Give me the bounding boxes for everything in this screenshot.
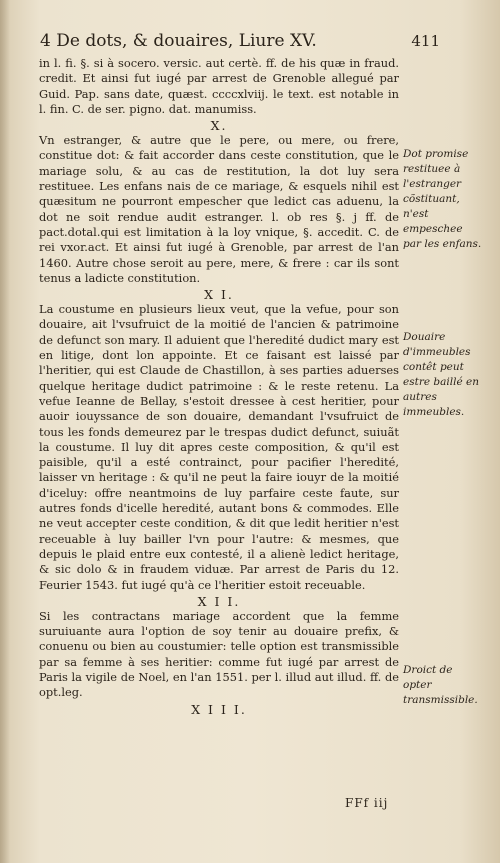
margin-note-10: Dot promise restituee à l'estranger cõstituant, n'est empeschee par les enfans. — [403, 148, 482, 250]
continuation-paragraph: in l. fi. §. si à socero. versic. aut certè. ff. de his quæ in fraud. credit. Et ainsi fut iugé par arrest de Grenoble allegué par Guid. Pap. sans date, quæst. ccccxlviij. le text. est notable in l. fin. C. de ser. pigno. dat. manumiss. — [39, 56, 399, 116]
section-10-text: Vn estranger, & autre que le pere, ou mere, ou frere, constitue dot: & fait accorder dans ceste constitution, que le mariage solu, & au cas de restitution, la dot luy sera restituee. Les enfans nais de ce mariage, & esquels nihil est quæsitum ne pourront empescher que ledict cas aduenu, la dot ne soit rendue audit estranger. l. ob res §. j ff. de pact.dotal.qui est limitation à la loy vnique, §. accedit. C. de rei vxor.act. Et ainsi fut iugé à Grenoble, par arrest de l'an 1460. Autre chose seroit au pere, mere, & frere : car ils sont tenus a ladicte constitution. — [39, 133, 399, 285]
section-heading-13: X I I I. — [191, 701, 247, 717]
running-header — [40, 30, 440, 52]
section-heading-11: X I. — [204, 287, 234, 303]
section-12-text: Si les contractans mariage accordent que la femme suruiuante aura l'option de soy tenir au douaire prefix, & conuenu ou bien au coustumier: telle option est transmissible par sa femme à ses heritier: comme fut iugé par arrest de Paris la vigile de Noel, en l'an 1551. per l. illud aut illud. ff. de opt.leg. — [39, 608, 399, 700]
section-11-text: La coustume en plusieurs lieux veut, que la vefue, pour son douaire, ait l'vsufruict de la moitié de l'ancien & patrimoine de defunct son mary. Il aduient que l'heredité dudict mary est en litige, dont lon appointe. Et ce faisant est laissé par l'heritier, qui est Claude de Chastillon, à ses parties aduerses quelque heritage dudict patrimoine : & le reste retenu. La vefue Ieanne de Bellay, s'estoit dressee à cest heritier, pour auoir iouyssance de son douaire, demandant l'vsufruict de tous les fonds demeurez par le trespas dudict defunct, suiuãt la coustume. Il luy dit apres ceste composition, & qu'il est paisible, qu'il a esté contrainct, pour pacifier l'heredité, laisser vn heritage : & qu'il ne peut la faire iouyr de la moitié d'iceluy: offre neantmoins de luy parfaire ceste faute, sur autres fonds d'icelle heredité, autant bons & commodes. Elle ne veut accepter ceste condition, & dit que ledit heritier n'est receuable à luy bailler l'vn pour l'autre: & mesmes, que depuis le plaid entre eux contesté, il a alienè ledict heritage, & sic dolo & in fraudem viduæ. Par arrest de Paris du 12. Feurier 1543. fut iugé qu'à ce l'heritier estoit receuable. — [39, 302, 399, 592]
main-text-column — [39, 56, 399, 717]
running-title: 4 De dots, & douaires, Liure XV. — [40, 31, 317, 51]
page-gutter-shadow — [0, 0, 10, 863]
margin-note-12: Droict de opter transmissible. — [403, 664, 478, 706]
page-number: 411 — [411, 32, 440, 50]
section-heading-10: X. — [210, 118, 228, 134]
section-heading-12: X I I. — [197, 593, 241, 609]
signature-mark: FFf iij — [345, 796, 389, 810]
margin-note-11: Douaire d'immeubles contêt peut estre baillé en autres immeubles. — [403, 331, 479, 418]
